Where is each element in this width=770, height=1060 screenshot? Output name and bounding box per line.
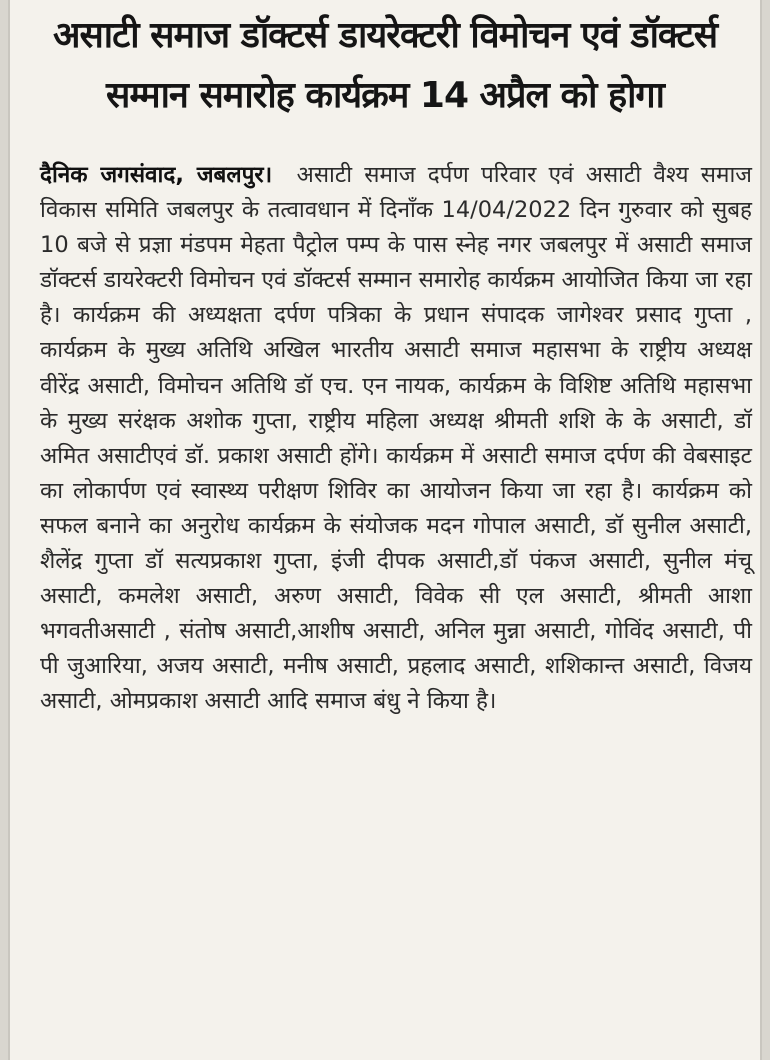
article-dateline: दैनिक जगसंवाद, जबलपुर। <box>40 162 273 188</box>
cropped-next-headline <box>50 1044 710 1060</box>
article-body <box>40 158 752 720</box>
article-body-text: असाटी समाज दर्पण परिवार एवं असाटी वैश्य समाज विकास समिति जबलपुर के तत्वावधान में दिनाँक 14/04/2022 दिन गुरुवार को सुबह 10 बजे से प्रज्ञा मंडपम मेहता पैट्रोल पम्प के पास स्नेह नगर जबलपुर में असाटी समाज डॉक्टर्स डायरेक्टरी विमोचन एवं डॉक्टर्स सम्मान समारोह कार्यक्रम आयोजित किया जा रहा है। कार्यक्रम की अध्यक्षता दर्पण पत्रिका के प्रधान संपादक जागेश्वर प्रसाद गुप्ता , कार्यक्रम के मुख्य अतिथि अखिल भारतीय असाटी समाज महासभा के राष्ट्रीय अध्यक्ष वीरेंद्र असाटी, विमोचन अतिथि डॉ एच. एन नायक, कार्यक्रम के विशिष्ट अतिथि महासभा के मुख्य सरंक्षक अशोक गुप्ता, राष्ट्रीय महिला अध्यक्ष श्रीमती शशि के के असाटी, डॉ अमित असाटीएवं डॉ. प्रकाश असाटी होंगे। कार्यक्रम में असाटी समाज दर्पण की वेबसाइट का लोकार्पण एवं स्वास्थ्य परीक्षण शिविर का आयोजन किया जा रहा है। कार्यक्रम को सफल बनाने का अनुरोध कार्यक्रम के संयोजक मदन गोपाल असाटी, डॉ सुनील असाटी, शैलेंद्र गुप्ता डॉ सत्यप्रकाश गुप्ता, इंजी दीपक असाटी,डॉ पंकज असाटी, सुनील मंचू असाटी, कमलेश असाटी, अरुण असाटी, विवेक सी एल असाटी, श्रीमती आशा भगवतीअसाटी , संतोष असाटी,आशीष असाटी, अनिल मुन्ना असाटी, गोविंद असाटी, पी पी जुआरिया, अजय असाटी, मनीष असाटी, प्रहलाद असाटी, शशिकान्त असाटी, विजय असाटी, ओमप्रकाश असाटी आदि समाज बंधु ने किया है। <box>40 162 752 715</box>
headline-line-1: असाटी समाज डॉक्टर्स डायरेक्टरी विमोचन एवं डॉक्टर्स <box>52 15 718 56</box>
article-headline <box>10 6 760 126</box>
newspaper-clipping <box>8 0 762 1060</box>
headline-line-2: सम्मान समारोह कार्यक्रम 14 अप्रैल को होगा <box>105 75 664 116</box>
